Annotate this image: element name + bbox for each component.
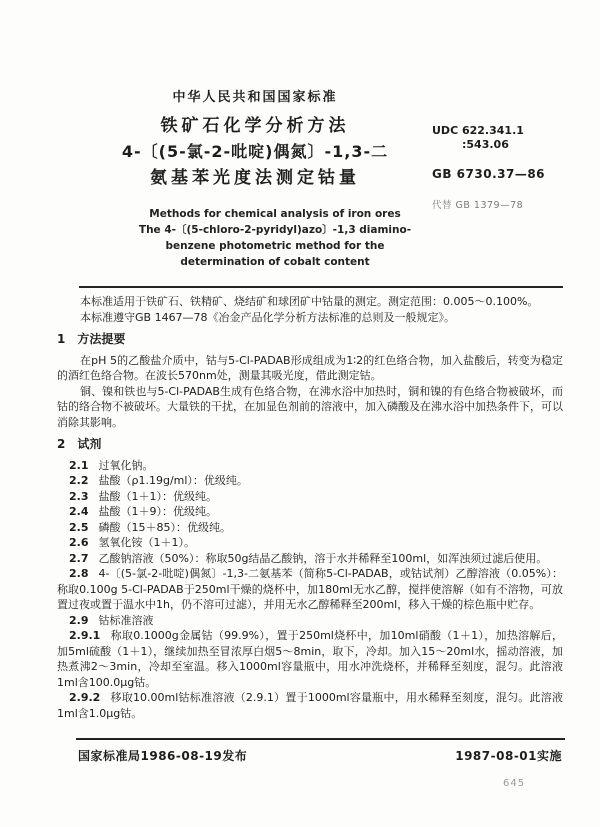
- english-title-block: [55, 206, 495, 270]
- reagent-item: [57, 458, 563, 474]
- reagent-item: [57, 504, 563, 520]
- reagent-item: [57, 473, 563, 489]
- reagent-item: [57, 520, 563, 536]
- section-1-heading: [57, 332, 563, 348]
- item-text: 盐酸（ρ1.19g/ml）：优级纯。: [98, 474, 248, 487]
- item-text: 盐酸（1＋1）：优级纯。: [98, 489, 217, 503]
- item-text: 过氧化钠。: [98, 458, 154, 472]
- cn-title-line-3: 氨基苯光度法测定钴量: [150, 168, 360, 188]
- section-1-number: 1: [57, 332, 66, 346]
- item-number: 2.6: [69, 536, 89, 549]
- udc-number-continued: :543.06: [462, 138, 509, 151]
- item-number: 2.9.2: [69, 691, 101, 704]
- cn-title-line-2: 4-〔(5-氯-2-吡啶)偶氮〕-1,3-二: [121, 142, 389, 161]
- item-number: 2.9: [69, 613, 89, 627]
- document-body: [57, 294, 563, 740]
- item-text: 移取10.00ml钴标准溶液（2.9.1）置于1000ml容量瓶中，用水稀释至刻度，混匀。此溶液1ml含1.0μg钴。: [57, 691, 563, 720]
- section-2-title: 试剂: [77, 437, 102, 451]
- item-number: 2.4: [69, 505, 89, 518]
- gb-standard-number: GB 6730.37—86: [432, 167, 546, 181]
- item-number: 2.1: [69, 458, 89, 472]
- item-text: 4-〔(5-氯-2-吡啶)偶氮〕-1,3-二氨基苯（简称5-Cl-PADAB，或钴试剂）乙醇溶液（0.05%）：称取0.100g 5-Cl-PADAB于250ml干燥的烧杯中，加180ml无水乙醇，搅拌使溶解（如有不溶物，可放置过夜或置于温水中1h，仍不溶可过滤），并用无水乙醇稀释至200ml，移入干燥的棕色瓶中贮存。: [57, 567, 563, 611]
- section-2-heading: [57, 437, 563, 453]
- udc-number: UDC 622.341.1: [432, 124, 524, 137]
- item-text: 氢氧化铵（1＋1）。: [98, 536, 195, 549]
- item-number: 2.5: [69, 520, 89, 534]
- footer-divider-rule: [76, 738, 565, 740]
- implementation-date-label: 1987-08-01实施: [455, 749, 562, 763]
- national-standard-header: 中华人民共和国国家标准: [172, 90, 338, 105]
- en-title-line-2: The 4-〔(5-chloro-2-pyridyl)azo〕-1,3 diamino-: [138, 224, 412, 236]
- item-number: 2.9.1: [69, 629, 101, 642]
- reagent-item: [57, 690, 563, 721]
- section-2-number: 2: [57, 437, 66, 451]
- section-1-title: 方法提要: [77, 332, 126, 346]
- reagent-item: [57, 566, 563, 613]
- chinese-title-block: [35, 113, 475, 191]
- item-number: 2.7: [69, 551, 89, 565]
- item-text: 磷酸（15＋85）：优级纯。: [98, 520, 231, 534]
- scope-paragraph: 本标准适用于铁矿石、铁精矿、烧结矿和球团矿中钴量的测定。测定范围：0.005～0.100%。: [80, 295, 539, 308]
- reagent-item: [57, 489, 563, 505]
- item-number: 2.3: [69, 489, 89, 503]
- item-text: 乙酸钠溶液（50%）：称取50g结晶乙酸钠，溶于水并稀释至100ml，如浑浊须过滤后使用。: [98, 551, 548, 565]
- footer-bar: [78, 747, 562, 764]
- reagent-item: [57, 535, 563, 551]
- item-text: 钴标准溶液: [98, 613, 154, 627]
- reagent-item: [57, 628, 563, 690]
- item-text: 称取0.1000g金属钴（99.9%），置于250ml烧杯中，加10ml硝酸（1＋1），加热溶解后，加5ml硫酸（1＋1），继续加热至冒浓厚白烟5～8min，取下，冷却。加入15～20ml水，摇动溶液，加热煮沸2～3min，冷却至室温。移入1000ml容量瓶中，用水冲洗烧杯，并稀释至刻度，混匀。此溶液1ml含100.0μg钴。: [57, 629, 563, 689]
- item-number: 2.8: [69, 567, 89, 580]
- page-number: 645: [503, 778, 526, 789]
- compliance-paragraph: 本标准遵守GB 1467—78《冶金产品化学分析方法标准的总则及一般规定》。: [80, 310, 456, 324]
- replaces-note: 代替 GB 1379—78: [432, 200, 524, 211]
- item-number: 2.2: [69, 474, 89, 487]
- reagent-item: [57, 551, 563, 567]
- header-divider-rule: [79, 286, 563, 288]
- method-summary-paragraph-2: 铜、镍和铁也与5-Cl-PADAB生成有色络合物，在沸水浴中加热时，铜和镍的有色络合物被破坏，而钴的络合物不被破坏。大量铁的干扰，在加显色剂前的溶液中，加入磷酸及在沸水浴中加热条件下，可以消除其影响。: [57, 384, 563, 429]
- reagent-item: [57, 613, 563, 629]
- en-title-line-4: determination of cobalt content: [180, 256, 370, 268]
- method-summary-paragraph-1: 在pH 5的乙酸盐介质中，钴与5-Cl-PADAB形成组成为1∶2的红色络合物，加入盐酸后，转变为稳定的酒红色络合物。在波长570nm处，测量其吸光度，借此测定钴。: [57, 353, 563, 382]
- item-text: 盐酸（1＋9）：优级纯。: [98, 505, 217, 518]
- en-title-line-1: Methods for chemical analysis of iron ores: [149, 208, 401, 220]
- document-codes-block: [432, 124, 582, 213]
- issue-date-label: 国家标准局1986-08-19发布: [78, 749, 248, 763]
- cn-title-line-1: 铁矿石化学分析方法: [160, 116, 350, 136]
- en-title-line-3: benzene photometric method for the: [165, 240, 385, 252]
